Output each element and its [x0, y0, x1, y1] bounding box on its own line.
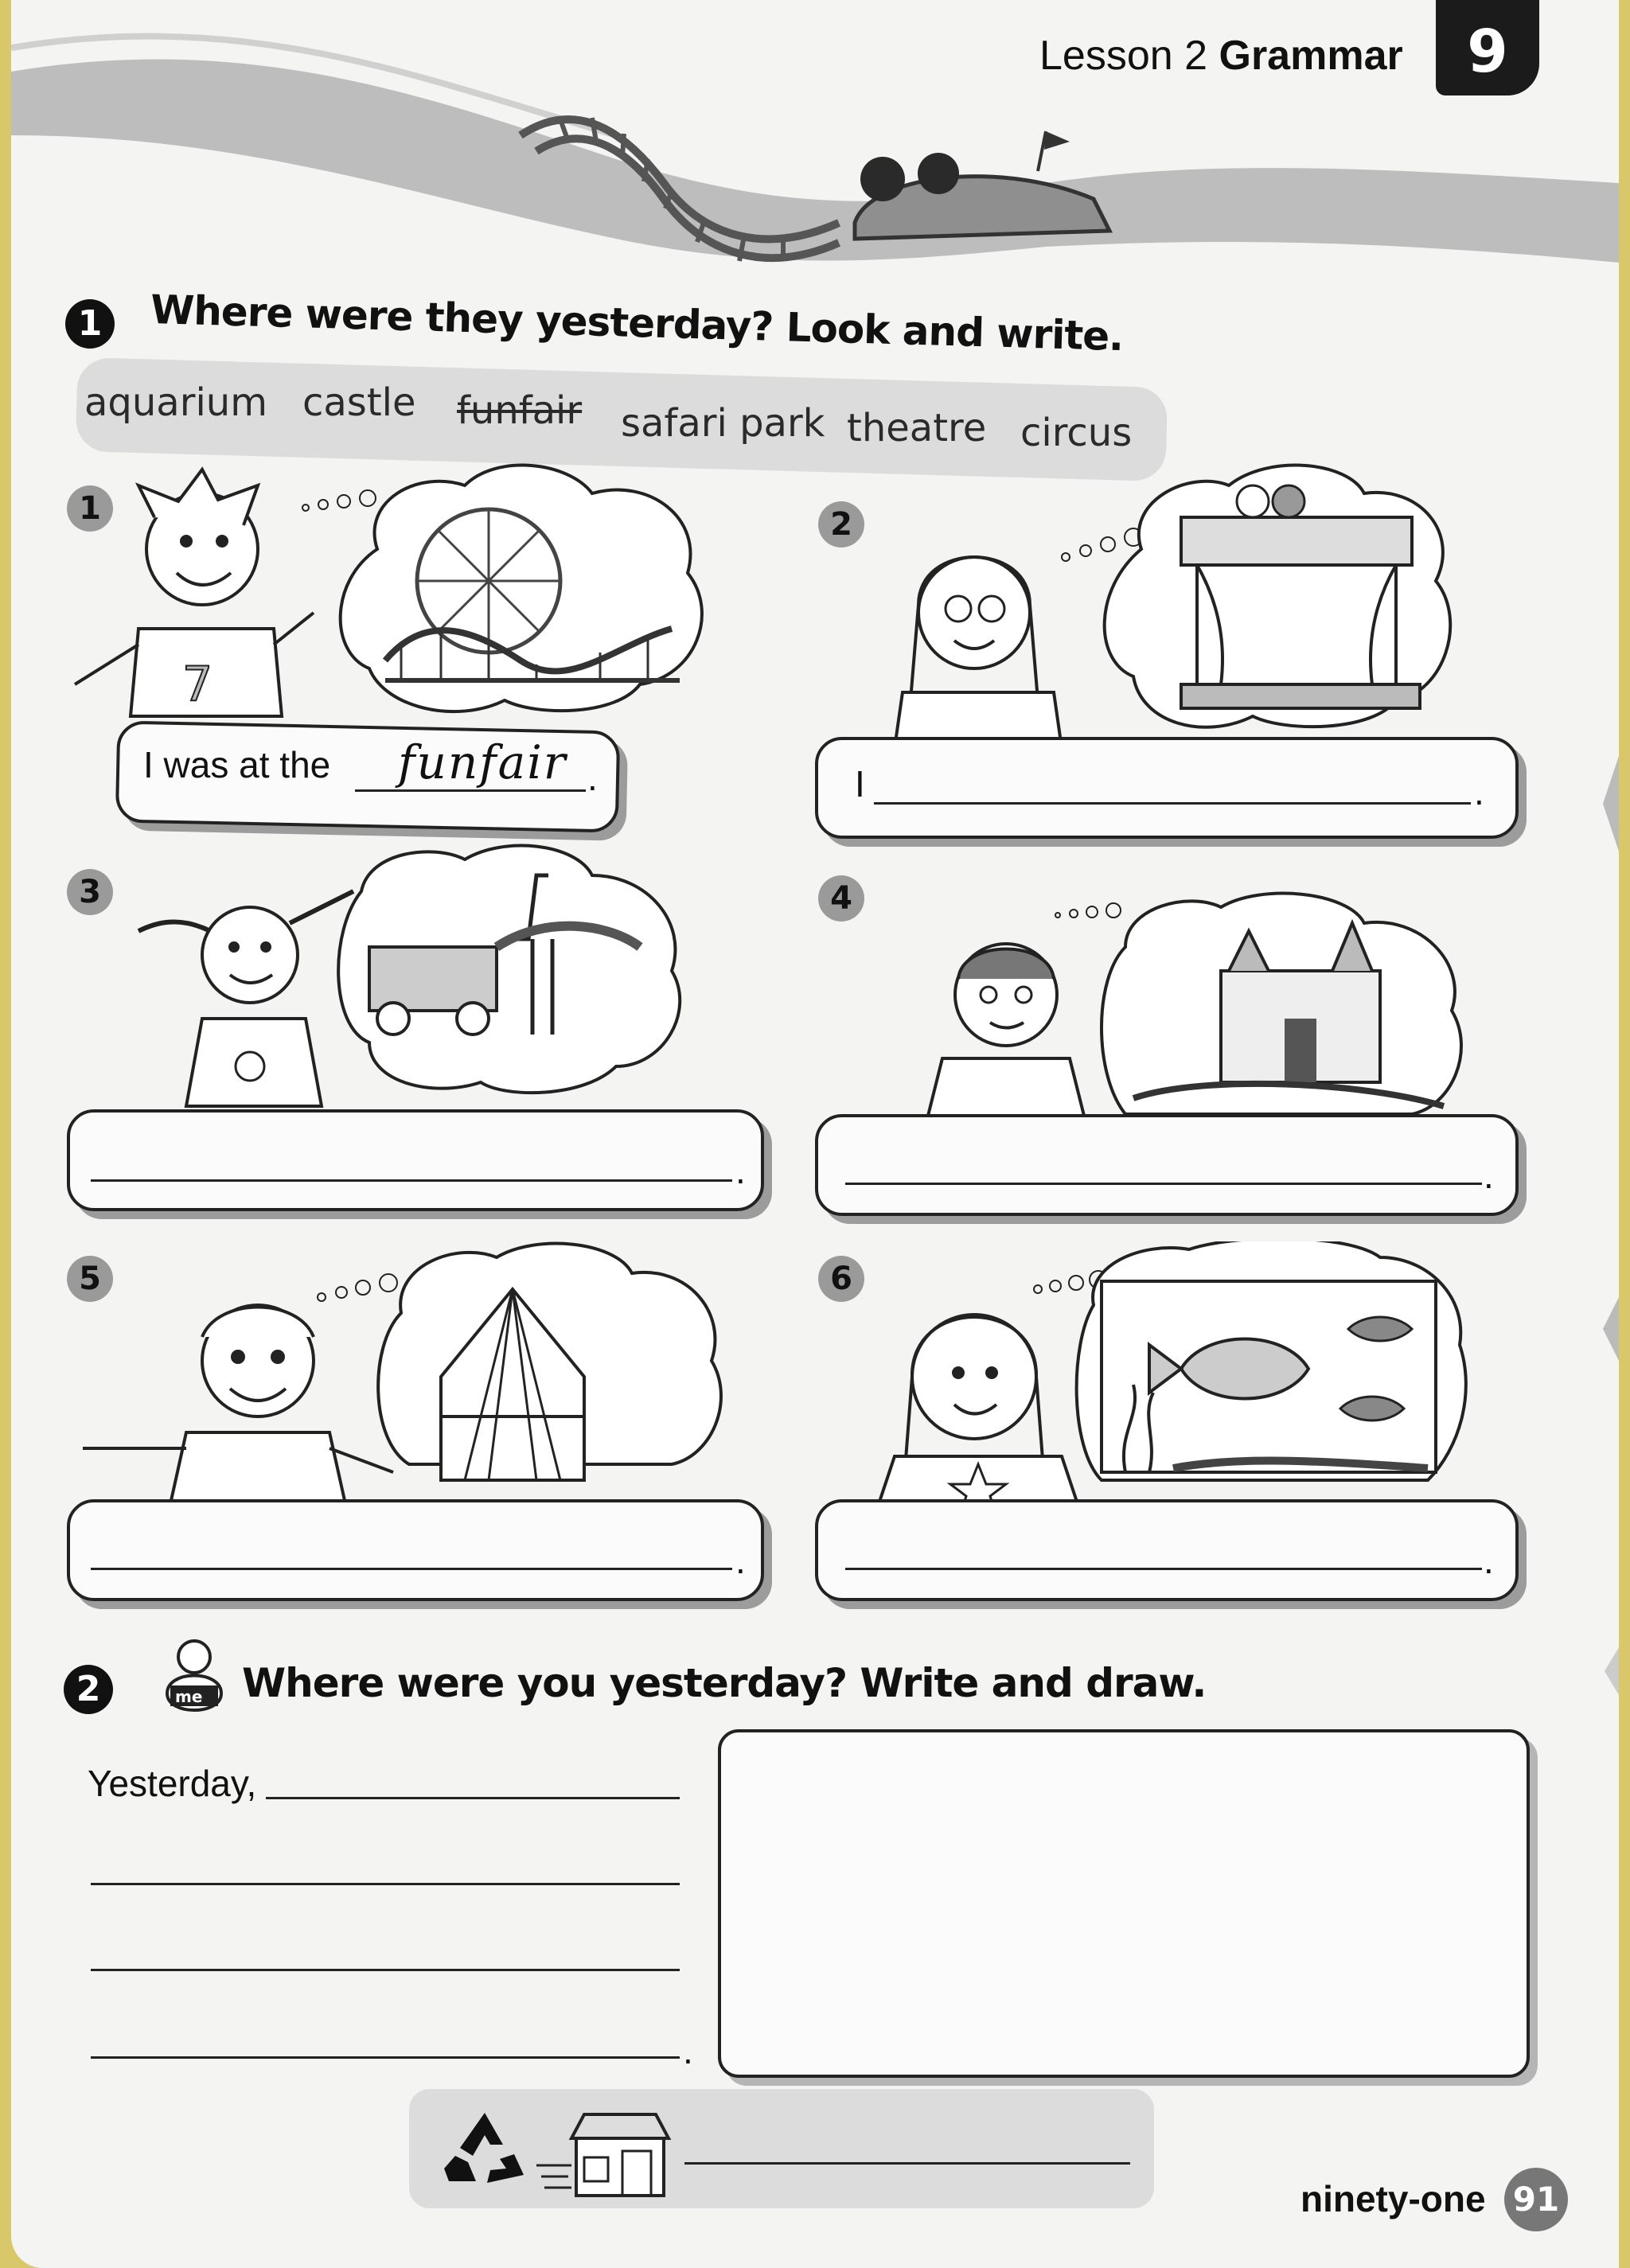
writing-prompt: Yesterday, — [88, 1763, 257, 1804]
item-number: 3 — [67, 869, 113, 915]
aquarium-scene-illustration — [839, 1241, 1476, 1504]
word-bank-item: safari park — [621, 401, 825, 446]
page-number-word: ninety-one — [1300, 2178, 1486, 2219]
answer-bubble — [67, 1109, 764, 1211]
answer-bubble — [67, 1499, 764, 1601]
me-badge-label: me — [175, 1687, 203, 1706]
item-number: 6 — [818, 1256, 864, 1302]
workbook-page — [11, 0, 1619, 2268]
answer-line[interactable] — [91, 1179, 732, 1182]
exercise-1-number: 1 — [65, 299, 115, 349]
answer-line[interactable] — [845, 1183, 1482, 1185]
exercise-2-instruction: Where were you yesterday? Write and draw. — [242, 1660, 1207, 1706]
answer-prefix: I — [855, 763, 865, 805]
answer-prefix: I was at the — [143, 744, 331, 785]
item-number: 1 — [67, 485, 113, 532]
word-bank-item: aquarium — [84, 380, 267, 425]
answer-line[interactable] — [355, 789, 586, 792]
funfair-scene-illustration — [43, 454, 727, 724]
circus-scene-illustration — [67, 1241, 735, 1504]
answer-bubble — [815, 1499, 1519, 1601]
item-number: 2 — [818, 501, 864, 548]
writing-line[interactable] — [91, 1969, 680, 1971]
answer-line[interactable] — [91, 1568, 732, 1570]
answer-bubble — [815, 737, 1519, 839]
writing-end: . — [683, 2030, 693, 2071]
lesson-type: Grammar — [1219, 33, 1403, 79]
page-number-badge: 91 — [1504, 2168, 1568, 2231]
safari-park-scene-illustration — [131, 844, 704, 1114]
answer-end: . — [1484, 1155, 1494, 1196]
lesson-title — [1039, 32, 1403, 80]
drawing-box[interactable] — [718, 1729, 1530, 2078]
writing-line[interactable] — [91, 2056, 680, 2059]
answer-end: . — [735, 1150, 746, 1191]
item-number: 4 — [818, 875, 864, 922]
answer-bubble — [815, 1114, 1519, 1216]
word-bank-item: circus — [1020, 411, 1133, 455]
recycle-answer-line[interactable] — [684, 2162, 1130, 2165]
word-bank-item: theatre — [847, 406, 987, 450]
word-bank-item: castle — [302, 380, 416, 425]
answer-end: . — [1484, 1540, 1494, 1581]
word-bank-item-struck: funfair — [457, 388, 583, 433]
exercise-2-number: 2 — [64, 1665, 113, 1714]
theatre-scene-illustration — [855, 462, 1460, 748]
svg-text:7: 7 — [182, 657, 213, 712]
castle-scene-illustration — [887, 891, 1476, 1122]
recycle-activity-bar — [409, 2089, 1154, 2208]
shop-icon — [536, 2110, 672, 2199]
writing-line[interactable] — [91, 1883, 680, 1885]
unit-number-tab: 9 — [1436, 0, 1539, 95]
answer-end: . — [587, 757, 598, 798]
lesson-label: Lesson 2 — [1039, 33, 1208, 79]
item-number: 5 — [67, 1256, 113, 1302]
handwritten-answer: funfair — [398, 735, 567, 789]
exercise-1-instruction: Where were they yesterday? Look and write. — [150, 286, 1124, 360]
answer-end: . — [735, 1540, 746, 1581]
answer-line[interactable] — [874, 802, 1471, 805]
recycle-icon — [441, 2106, 528, 2194]
writing-line[interactable] — [266, 1797, 680, 1799]
answer-line[interactable] — [845, 1568, 1482, 1570]
answer-end: . — [1474, 771, 1484, 813]
me-badge-icon — [161, 1638, 228, 1725]
page-edge-tabs — [1595, 756, 1619, 1711]
